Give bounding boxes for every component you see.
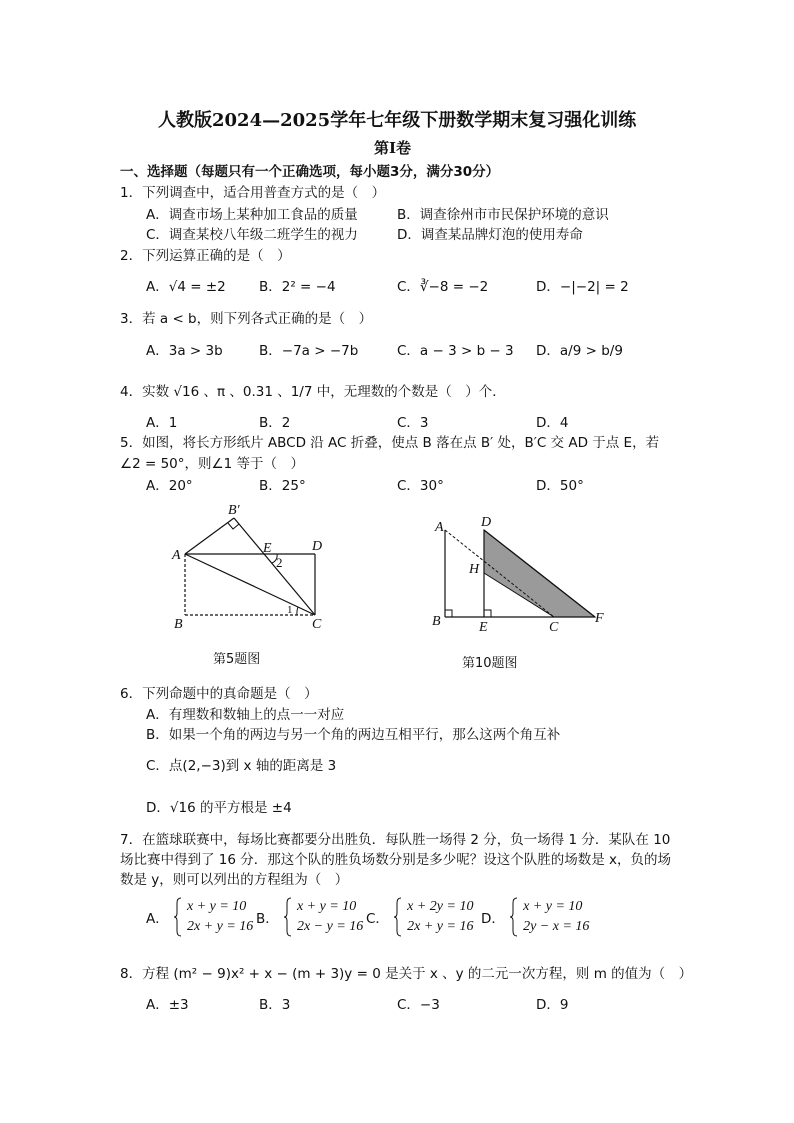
brace-icon xyxy=(284,897,292,937)
brace-icon xyxy=(394,897,402,937)
question-6-stem: 6．下列命题中的真命题是（ ） xyxy=(120,686,318,702)
point-label-e: E xyxy=(263,541,272,556)
brace-icon xyxy=(174,897,182,937)
question-2-option-a: A．√4 = ±2 xyxy=(146,279,226,295)
question-7-line-1: 7．在篮球联赛中，每场比赛都要分出胜负．每队胜一场得 2 分，负一场得 1 分．某队在 10 xyxy=(120,832,671,848)
question-3-option-d: D．a/9 > b/9 xyxy=(536,343,623,359)
question-7-option-c xyxy=(366,897,473,941)
question-1-option-d: D．调查某品牌灯泡的使用寿命 xyxy=(397,227,583,243)
equation-2: 2x + y = 16 xyxy=(407,919,474,934)
equation-1: x + y = 10 xyxy=(523,899,583,914)
question-8-option-c: C．−3 xyxy=(397,997,440,1013)
question-1-stem: 1．下列调查中，适合用普查方式的是（ ） xyxy=(120,185,386,201)
question-1-option-c: C．调查某校八年级二班学生的视力 xyxy=(146,227,358,243)
option-c-label: C． xyxy=(366,911,389,927)
point-label-a: A xyxy=(435,520,444,535)
question-4-option-b: B．2 xyxy=(259,415,291,431)
question-6-option-b: B．如果一个角的两边与另一个角的两边互相平行，那么这两个角互补 xyxy=(146,727,561,743)
equation-1: x + 2y = 10 xyxy=(407,899,474,914)
question-7-line-2: 场比赛中得到了 16 分．那这个队的胜负场数分别是多少呢？设这个队胜的场数是 x，负的场 xyxy=(120,852,672,868)
question-7-line-3: 数是 y，则可以列出的方程组为（ ） xyxy=(120,872,349,888)
figure-10-caption: 第10题图 xyxy=(462,656,518,671)
point-label-d: D xyxy=(481,515,492,530)
question-2-stem: 2．下列运算正确的是（ ） xyxy=(120,248,291,264)
document-title: 人教版2024—2025学年七年级下册数学期末复习强化训练 xyxy=(158,110,637,131)
question-8-option-b: B．3 xyxy=(259,997,291,1013)
question-5-option-d: D．50° xyxy=(536,478,584,494)
point-label-a: A xyxy=(172,548,181,563)
question-2-option-b: B．2² = −4 xyxy=(259,279,336,295)
question-8-stem: 8．方程 (m² − 9)x² + x − (m + 3)y = 0 是关于 x 、y 的二元一次方程，则 m 的值为（ ） xyxy=(120,966,693,982)
question-8-option-a: A．±3 xyxy=(146,997,189,1013)
equation-2: 2y − x = 16 xyxy=(523,919,590,934)
question-5-option-c: C．30° xyxy=(397,478,444,494)
segment-ab-prime xyxy=(185,518,234,554)
volume-label: 第I卷 xyxy=(374,139,412,157)
angle-label-2: 2 xyxy=(276,555,283,570)
brace-icon xyxy=(510,897,518,937)
question-2-option-d: D．−|−2| = 2 xyxy=(536,279,629,295)
question-6-option-a: A．有理数和数轴上的点一一对应 xyxy=(146,707,345,723)
question-4-option-a: A．1 xyxy=(146,415,178,431)
angle-label-1: 1 xyxy=(287,604,293,616)
angle-1-arc xyxy=(297,607,298,615)
question-3-option-b: B．−7a > −7b xyxy=(259,343,359,359)
point-label-b-prime: B′ xyxy=(228,503,240,518)
question-6-option-c: C．点(2,−3)到 x 轴的距离是 3 xyxy=(146,758,337,774)
point-label-f: F xyxy=(595,611,604,626)
point-label-b: B xyxy=(174,617,183,632)
option-a-label: A． xyxy=(146,911,169,927)
option-b-label: B． xyxy=(256,911,279,927)
question-4-option-d: D．4 xyxy=(536,415,569,431)
question-2-option-c: C．∛−8 = −2 xyxy=(397,279,489,295)
equation-1: x + y = 10 xyxy=(186,899,247,914)
option-d-label: D． xyxy=(481,911,505,927)
right-angle-mark-e xyxy=(484,610,491,617)
equation-2: 2x − y = 16 xyxy=(296,919,364,934)
question-1-option-b: B．调查徐州市市民保护环境的意识 xyxy=(397,207,609,223)
question-3-stem: 3．若 a < b，则下列各式正确的是（ ） xyxy=(120,311,373,327)
question-3-option-c: C．a − 3 > b − 3 xyxy=(397,343,514,359)
question-6-option-d: D．√16 的平方根是 ±4 xyxy=(146,800,292,816)
right-angle-mark-b xyxy=(445,610,452,617)
point-label-d: D xyxy=(312,539,323,554)
question-7-option-a xyxy=(146,897,253,941)
point-label-c: C xyxy=(312,617,322,632)
section-heading: 一、选择题（每题只有一个正确选项，每小题3分，满分30分） xyxy=(120,164,500,180)
question-4-option-c: C．3 xyxy=(397,415,429,431)
question-3-option-a: A．3a > 3b xyxy=(146,343,223,359)
figure-5-caption: 第5题图 xyxy=(213,652,261,667)
question-8-option-d: D．9 xyxy=(536,997,569,1013)
figure-10-diagram xyxy=(425,510,615,635)
equation-1: x + y = 10 xyxy=(296,899,357,914)
question-1-option-a: A．调查市场上某种加工食品的质量 xyxy=(146,207,358,223)
question-5-line-2: ∠2 = 50°，则∠1 等于（ ） xyxy=(120,456,304,472)
right-angle-mark-b-prime xyxy=(228,523,239,529)
question-7-option-b xyxy=(256,897,363,941)
point-label-h: H xyxy=(469,562,480,577)
question-4-stem: 4．实数 √16 、π 、0.31 、1/7 中，无理数的个数是（ ）个． xyxy=(120,384,506,400)
segment-b-prime-c xyxy=(234,518,315,615)
question-7-option-d xyxy=(481,897,589,941)
segment-ac xyxy=(185,554,315,615)
point-label-b: B xyxy=(432,614,441,629)
figure-5-diagram xyxy=(160,500,360,635)
equation-2: 2x + y = 16 xyxy=(186,919,254,934)
question-5-option-a: A．20° xyxy=(146,478,193,494)
question-5-line-1: 5．如图，将长方形纸片 ABCD 沿 AC 折叠，使点 B 落在点 B′ 处，B′C 交 AD 于点 E，若 xyxy=(120,435,660,451)
point-label-c: C xyxy=(549,620,559,635)
point-label-e: E xyxy=(479,620,488,635)
question-5-option-b: B．25° xyxy=(259,478,306,494)
